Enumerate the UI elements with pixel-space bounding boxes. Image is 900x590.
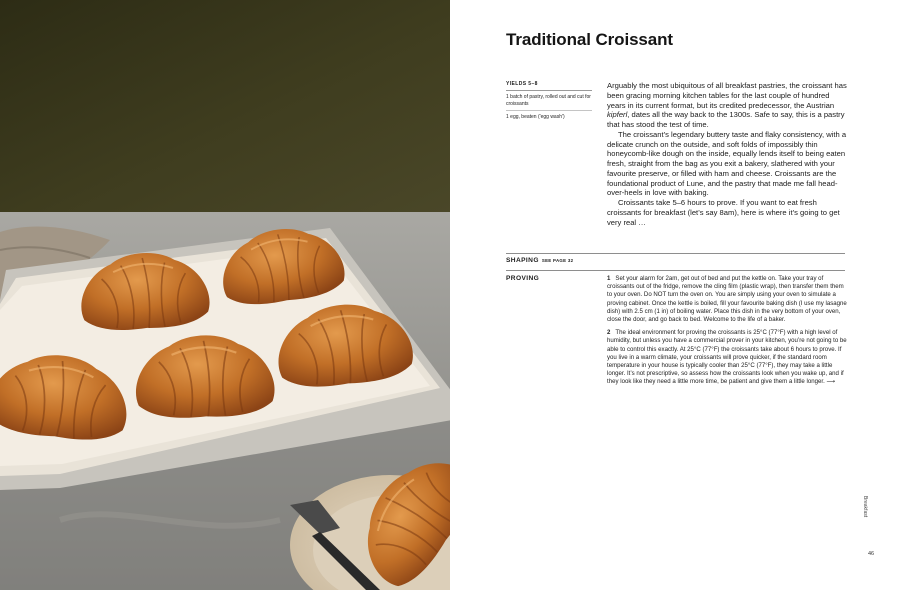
yields-label: YIELDS 5–8 <box>506 81 592 91</box>
method-step: 1 Set your alarm for 2am, get out of bed and put the kettle on. Take your tray of croissants out of the fridge, remove the cling film (plastic wrap), then transfer them them to your oven. Do NOT turn the oven on. You are simply using your oven to simulate a proving cabinet. Once the kettle is boiled, fill your favourite baking dish (I use my lasagne dish) with 2.5 cm (1 in) of boiling water. Place this dish in the very bottom of your oven, close the door, and go back to bed. Welcome to the life of a baker. <box>607 275 847 324</box>
intro-text <box>607 81 847 227</box>
continue-arrow-icon: ⟶ <box>826 378 836 386</box>
ingredients-list <box>506 81 592 124</box>
ingredient-item: 1 egg, beaten ('egg wash') <box>506 114 565 120</box>
intro-paragraph-2: The croissant’s legendary buttery taste and flaky consistency, with a delicate crunch on the outside, and soft folds of impossibly thin honeycomb-like dough on the inside, equally lends itself to being eaten fresh, straight from the bag as you exit a bakery, slathered with your favourite preserve, or filled with ham and cheese. Croissants are the foundational product of Lune, and the pastry that made me fall head-over-heels in love with baking. <box>607 129 847 198</box>
proving-heading: PROVING <box>506 275 540 282</box>
see-page-reference: SEE PAGE 32 <box>541 258 574 263</box>
section-tab: Breakfast <box>862 496 868 518</box>
shaping-heading: SHAPING SEE PAGE 32 <box>506 257 574 264</box>
method-step: 2 The ideal environment for proving the croissants is 25°C (77°F) with a high level of humidity, but unless you have a commercial prover in your kitchen, you’re not going to be able to control this exactly. At 25°C (77°F) the croissants take about 6 hours to prove. If you live in a warm climate, your croissants will prove quicker, if the standard room temperature in your house is typically cooler than 25°C (77°F), they may take a little longer. It’s not prescriptive, so assess how the croissants look when you wake up, and if they look like they need a little more time, be patient and give them a little longer. ⟶ <box>607 329 847 386</box>
background-wall <box>0 0 450 215</box>
ingredient-item: 1 batch of pastry, rolled out and cut for croissants <box>506 91 592 111</box>
page-number: 46 <box>868 551 875 557</box>
section-divider <box>506 270 845 271</box>
recipe-page <box>450 0 900 590</box>
recipe-title: Traditional Croissant <box>506 30 673 49</box>
intro-paragraph-3: Croissants take 5–6 hours to prove. If you want to eat fresh croissants for breakfast (let’s say 8am), here is where it’s going to get very real … <box>607 198 840 227</box>
proving-steps <box>607 275 847 392</box>
intro-paragraph-1: Arguably the most ubiquitous of all breakfast pastries, the croissant has been gracing morning kitchen tables for the last couple of hundred years in its current format, but its credited predecessor, the Austrian kipferl, dates all the way back to the 1300s. Safe to say, this is a pastry that has stood the test of time. <box>607 81 847 129</box>
section-divider <box>506 253 845 254</box>
